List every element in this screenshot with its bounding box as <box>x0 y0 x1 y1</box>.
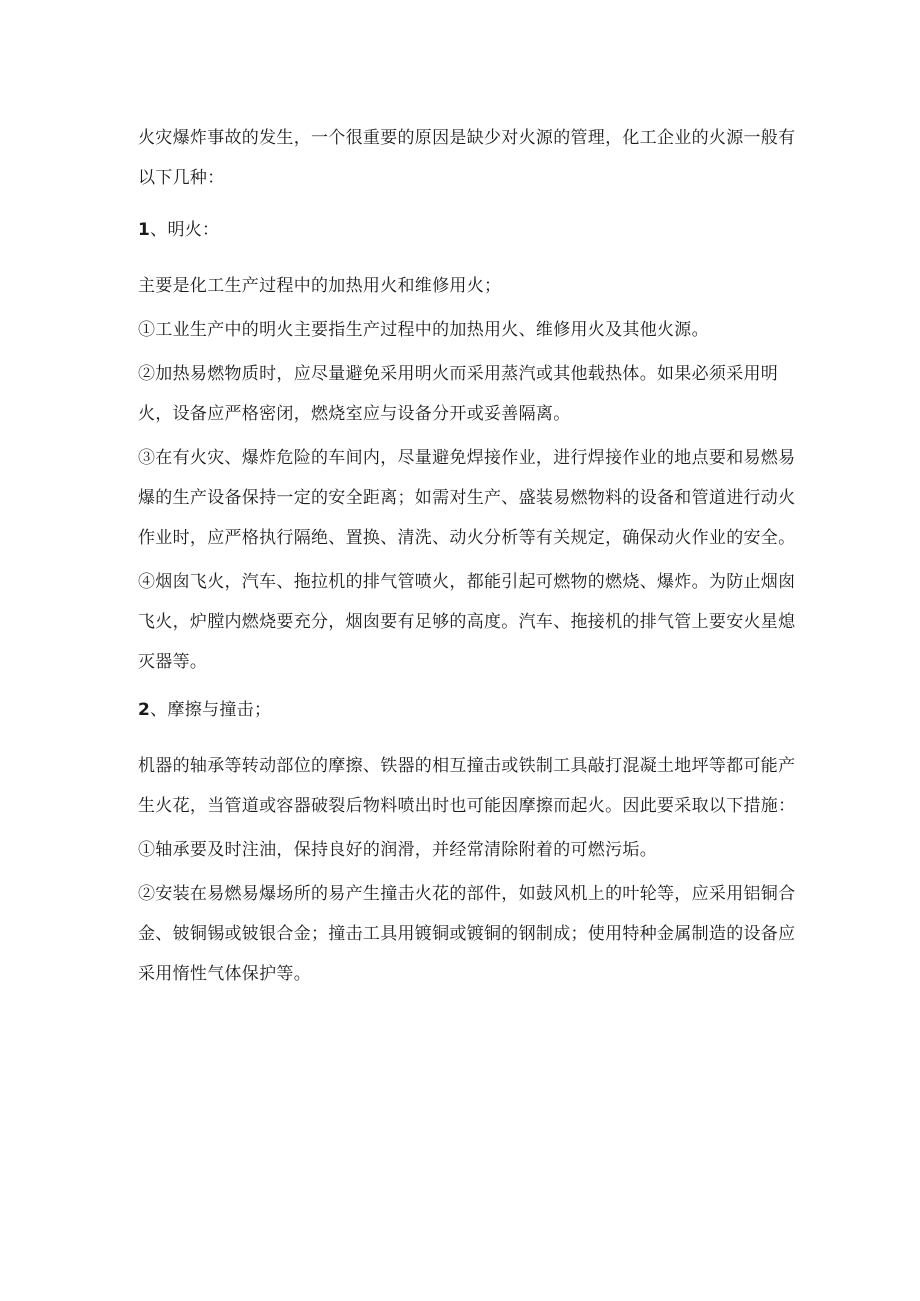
section-number: 2 <box>138 700 151 720</box>
section-title: 、摩擦与撞击； <box>150 700 272 720</box>
intro-paragraph: 火灾爆炸事故的发生，一个很重要的原因是缺少对火源的管理，化工企业的火源一般有以下几种： <box>138 128 796 188</box>
list-item: ①工业生产中的明火主要指生产过程中的加热用火、维修用火及其他火源。 <box>138 320 709 340</box>
list-item: ④烟囱飞火，汽车、拖拉机的排气管喷火，都能引起可燃物的燃烧、爆炸。为防止烟囱飞火，炉膛内燃烧要充分，烟囱要有足够的高度。汽车、拖接机的排气管上要安火星熄灭器等。 <box>138 572 796 672</box>
section-lead-paragraph: 主要是化工生产过程中的加热用火和维修用火； <box>138 276 502 296</box>
section-number: 1 <box>138 220 151 240</box>
section-heading-friction-impact <box>138 690 798 730</box>
section-lead-paragraph: 机器的轴承等转动部位的摩擦、铁器的相互撞击或铁制工具敲打混凝土地坪等都可能产生火花，当管道或容器破裂后物料喷出时也可能因摩擦而起火。因此要采取以下措施： <box>138 756 796 816</box>
document-body <box>138 118 798 998</box>
section-title: 、明火： <box>150 220 220 240</box>
list-item: ③在有火灾、爆炸危险的车间内，尽量避免焊接作业，进行焊接作业的地点要和易燃易爆的生产设备保持一定的安全距离；如需对生产、盛装易燃物料的设备和管道进行动火作业时，应严格执行隔绝、置换、清洗、动火分析等有关规定，确保动火作业的安全。 <box>138 448 796 548</box>
list-item: ②加热易燃物质时，应尽量避免采用明火而采用蒸汽或其他载热体。如果必须采用明火，设备应严格密闭，燃烧室应与设备分开或妥善隔离。 <box>138 364 779 424</box>
list-item: ①轴承要及时注油，保持良好的润滑，并经常清除附着的可燃污垢。 <box>138 840 657 860</box>
section-heading-open-flame <box>138 210 798 250</box>
list-item: ②安装在易燃易爆场所的易产生撞击火花的部件，如鼓风机上的叶轮等，应采用铝铜合金、铍铜锡或铍银合金；撞击工具用镀铜或镀铜的钢制成；使用特种金属制造的设备应采用惰性气体保护等。 <box>138 884 796 984</box>
